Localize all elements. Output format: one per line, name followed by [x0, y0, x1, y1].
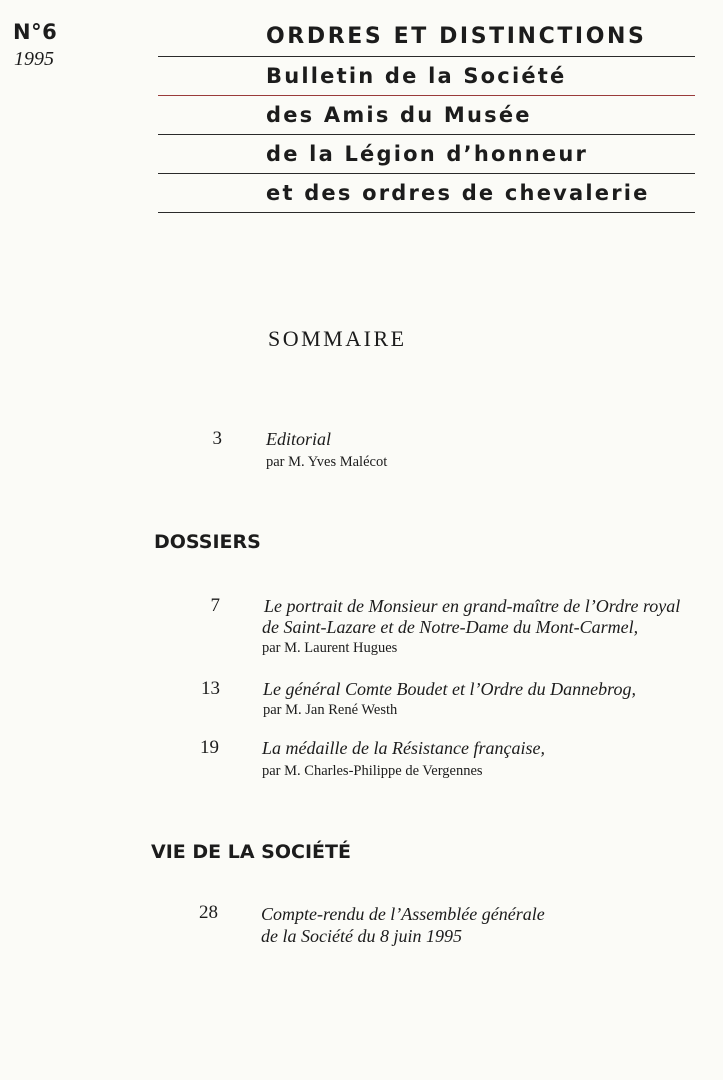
toc-page-number: 3: [212, 428, 222, 449]
toc-title-line: Compte-rendu de l’Assemblée générale: [261, 904, 545, 924]
toc-title-line: La médaille de la Résistance française,: [262, 738, 545, 758]
masthead-line: de la Légion d’honneur: [158, 135, 695, 174]
toc-author: par M. Jan René Westh: [263, 702, 398, 718]
toc-title-line: de la Société du 8 juin 1995: [261, 926, 462, 946]
toc-page-number: 13: [201, 678, 220, 699]
masthead-line: Bulletin de la Société: [158, 57, 695, 96]
toc-page-number: 7: [210, 595, 220, 616]
toc-title-line: Le portrait de Monsieur en grand-maître de l’Ordre royal: [264, 596, 681, 616]
toc-page-number: 19: [200, 737, 219, 758]
issue-number: N°6: [13, 20, 58, 44]
issue-year: 1995: [14, 48, 54, 70]
toc-title-line: de Saint-Lazare et de Notre-Dame du Mont-Carmel,: [262, 617, 639, 637]
masthead-line: des Amis du Musée: [158, 96, 695, 135]
masthead-line: ORDRES ET DISTINCTIONS: [158, 18, 695, 57]
contents-title: SOMMAIRE: [268, 326, 407, 351]
section-heading-dossiers: DOSSIERS: [154, 531, 261, 553]
toc-author: par M. Charles-Philippe de Vergennes: [262, 763, 483, 779]
toc-author: par M. Yves Malécot: [266, 454, 388, 470]
toc-title: Editorial: [266, 429, 332, 449]
masthead-line: et des ordres de chevalerie: [158, 174, 695, 213]
toc-title-line: Le général Comte Boudet et l’Ordre du Dannebrog,: [263, 679, 636, 699]
toc-author: par M. Laurent Hugues: [262, 640, 398, 656]
section-heading-societe: VIE DE LA SOCIÉTÉ: [151, 841, 351, 863]
toc-page-number: 28: [199, 902, 218, 923]
masthead: [158, 18, 695, 213]
